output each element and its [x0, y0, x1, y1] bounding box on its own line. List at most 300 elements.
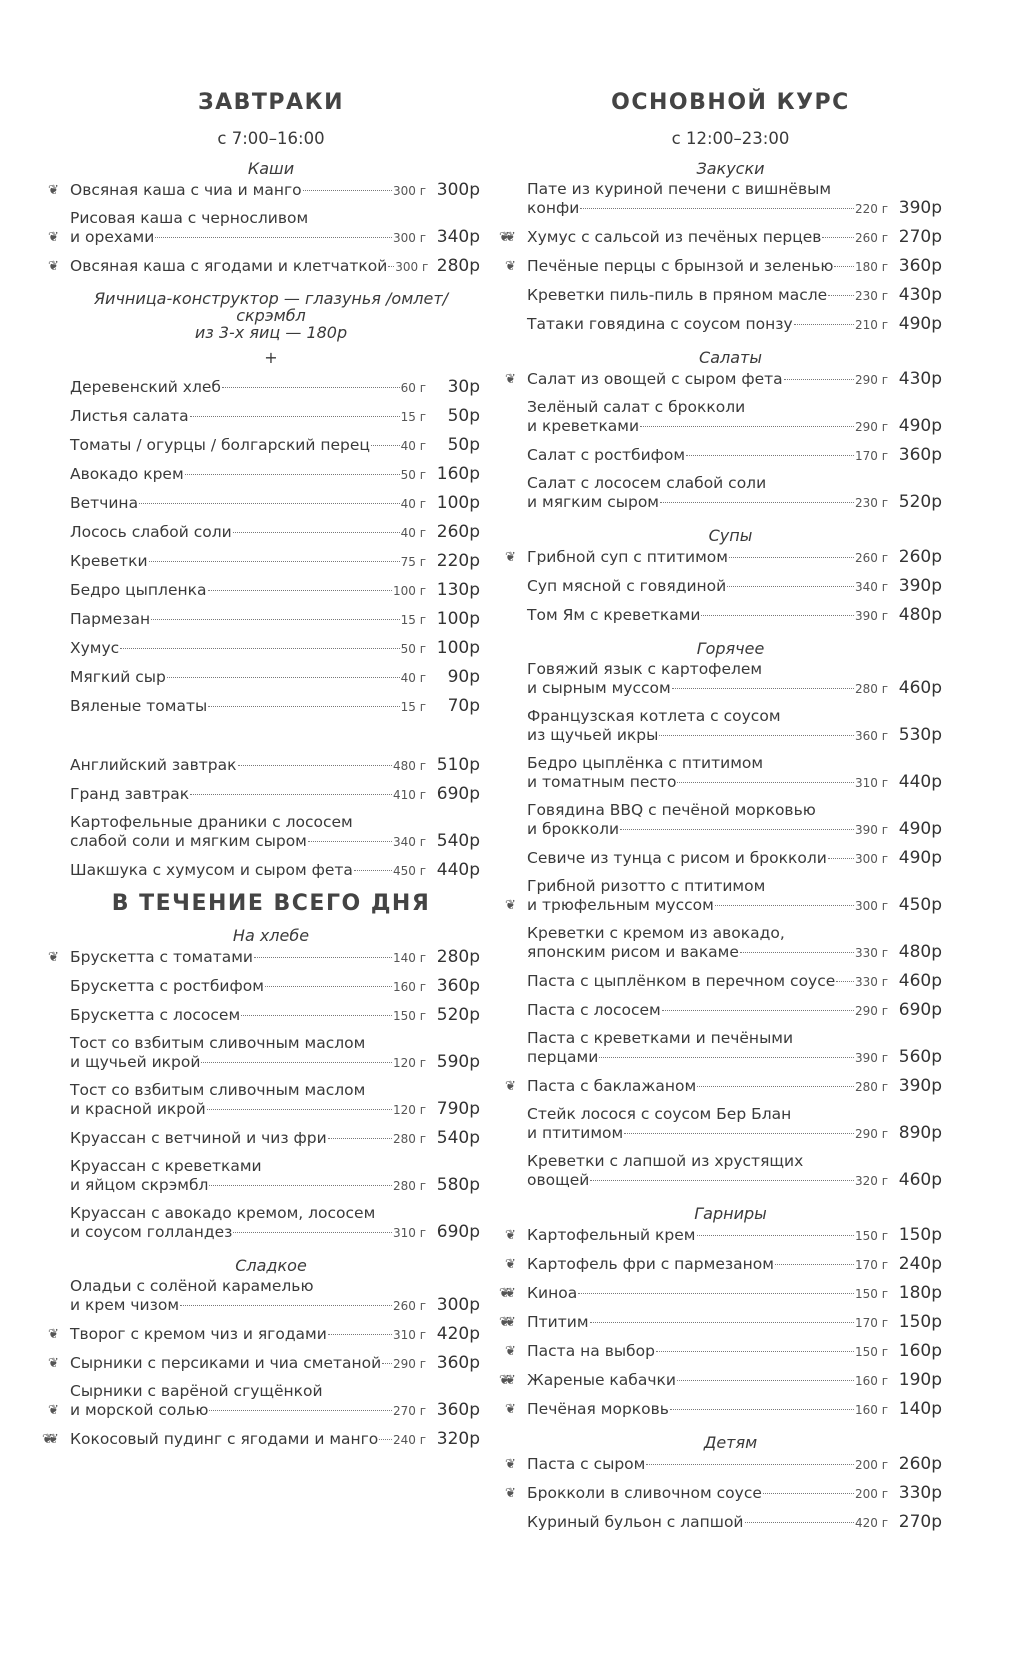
spacer	[48, 725, 480, 755]
dot-leader	[149, 561, 400, 562]
item-line	[527, 1076, 942, 1096]
group-subhead: Горячее	[696, 639, 765, 658]
item-line	[70, 377, 480, 397]
dot-leader	[745, 1522, 854, 1523]
dot-leader	[580, 208, 854, 209]
item-name: Паста с баклажаном	[527, 1077, 697, 1095]
menu-item	[505, 1225, 942, 1245]
item-name-line1: Оладьи с солёной карамелью	[70, 1277, 314, 1295]
dot-leader	[775, 1264, 854, 1265]
item-name: Салат из овощей с сыром фета	[527, 370, 783, 388]
dot-leader	[794, 324, 854, 325]
item-line	[527, 492, 942, 512]
item-price: 190р	[898, 1370, 942, 1390]
item-weight: 100 г	[392, 584, 426, 598]
dot-leader	[620, 829, 854, 830]
dot-leader	[371, 445, 400, 446]
item-weight: 15 г	[400, 700, 426, 714]
item-weight: 170 г	[854, 1316, 888, 1330]
item-name-line1: Тост со взбитым сливочным маслом	[70, 1081, 366, 1099]
menu-item	[48, 1382, 480, 1420]
item-price: 300р	[436, 180, 480, 200]
item-name: Печёные перцы с брынзой и зеленью	[527, 257, 834, 275]
item-line	[527, 547, 942, 567]
menu-item	[505, 576, 942, 596]
item-line	[527, 314, 942, 334]
item-line	[527, 1000, 942, 1020]
item-price: 390р	[898, 576, 942, 596]
bread-subhead: На хлебе	[232, 926, 310, 945]
item-price: 690р	[898, 1000, 942, 1020]
dot-leader	[660, 502, 854, 503]
menu-item	[505, 707, 942, 745]
item-name: овощей	[527, 1171, 590, 1189]
item-name-line1: Круассан с креветками	[70, 1157, 262, 1175]
leaf-icon: ❦	[48, 1403, 59, 1418]
item-price: 260р	[898, 547, 942, 567]
item-line	[527, 369, 942, 389]
item-name-line1: Бедро цыплёнка с птитимом	[527, 754, 764, 772]
item-weight: 290 г	[854, 373, 888, 387]
item-line	[527, 848, 942, 868]
breakfast-sets-list	[48, 755, 480, 880]
item-price: 220р	[436, 551, 480, 571]
menu-item	[505, 1399, 942, 1419]
group-subhead: Супы	[708, 526, 753, 545]
item-line	[70, 435, 480, 455]
menu-item	[48, 580, 480, 600]
menu-item	[48, 256, 480, 276]
item-price: 590р	[436, 1052, 480, 1072]
item-name: Киноа	[527, 1284, 578, 1302]
item-weight: 50 г	[400, 642, 426, 656]
item-price: 150р	[898, 1312, 942, 1332]
item-name-line1: Картофельные драники с лососем	[70, 813, 353, 831]
menu-item	[48, 638, 480, 658]
item-weight: 480 г	[392, 759, 426, 773]
menu-item	[505, 1454, 942, 1474]
menu-item	[42, 1429, 480, 1449]
item-weight: 120 г	[392, 1056, 426, 1070]
item-weight: 320 г	[854, 1174, 888, 1188]
item-line	[70, 638, 480, 658]
menu-item	[48, 1081, 480, 1119]
menu-item	[48, 464, 480, 484]
item-name: Паста на выбор	[527, 1342, 655, 1360]
item-name: Круассан с ветчиной и чиз фри	[70, 1129, 327, 1147]
item-price: 150р	[898, 1225, 942, 1245]
item-line	[70, 1295, 480, 1315]
item-price: 690р	[436, 784, 480, 804]
menu-item	[48, 784, 480, 804]
dot-leader	[656, 1351, 854, 1352]
menu-item	[505, 445, 942, 465]
item-price: 480р	[898, 942, 942, 962]
dot-leader	[740, 952, 854, 953]
item-line	[527, 445, 942, 465]
addons-list	[48, 377, 480, 716]
item-line	[527, 895, 942, 915]
item-name: Печёная морковь	[527, 1400, 669, 1418]
leaf-icon: ❦	[48, 1356, 59, 1371]
item-price: 160р	[898, 1341, 942, 1361]
item-price: 430р	[898, 285, 942, 305]
item-weight: 150 г	[854, 1287, 888, 1301]
item-price: 890р	[898, 1123, 942, 1143]
double-leaf-icon: ❦❦	[499, 1315, 511, 1330]
dot-leader	[139, 503, 400, 504]
dot-leader	[822, 237, 854, 238]
item-line	[527, 1312, 942, 1332]
item-weight: 140 г	[392, 951, 426, 965]
item-line	[527, 227, 942, 247]
item-price: 300р	[436, 1295, 480, 1315]
group-list	[505, 1454, 942, 1532]
menu-item	[505, 1512, 942, 1532]
item-name-line1: Круассан с авокадо кремом, лососем	[70, 1204, 376, 1222]
item-weight: 40 г	[400, 671, 426, 685]
item-name-line1: Стейк лосося с соусом Бер Блан	[527, 1105, 792, 1123]
item-weight: 450 г	[392, 864, 426, 878]
dot-leader	[686, 455, 854, 456]
item-weight: 260 г	[854, 551, 888, 565]
item-price: 540р	[436, 831, 480, 851]
leaf-icon: ❦	[505, 1257, 516, 1272]
item-name: Том Ям с креветками	[527, 606, 701, 624]
item-weight: 420 г	[854, 1516, 888, 1530]
item-name: Творог с кремом чиз и ягодами	[70, 1325, 327, 1343]
item-price: 330р	[898, 1483, 942, 1503]
item-weight: 240 г	[392, 1433, 426, 1447]
leaf-icon: ❦	[505, 1228, 516, 1243]
item-name: и яйцом скрэмбл	[70, 1176, 209, 1194]
dot-leader	[715, 905, 854, 906]
dot-leader	[190, 794, 392, 795]
item-weight: 310 г	[392, 1328, 426, 1342]
item-line	[70, 784, 480, 804]
item-price: 50р	[447, 435, 480, 455]
dot-leader	[354, 870, 392, 871]
menu-item	[48, 1277, 480, 1315]
item-name-line1: Креветки с кремом из авокадо,	[527, 924, 785, 942]
item-name: и брокколи	[527, 820, 620, 838]
item-price: 240р	[898, 1254, 942, 1274]
item-line	[527, 1399, 942, 1419]
item-price: 440р	[436, 860, 480, 880]
item-price: 580р	[436, 1175, 480, 1195]
item-name: Паста с цыплёнком в перечном соусе	[527, 972, 836, 990]
item-line	[527, 1483, 942, 1503]
dot-leader	[265, 986, 392, 987]
dot-leader	[670, 1409, 854, 1410]
menu-item	[505, 754, 942, 792]
menu-item	[48, 493, 480, 513]
item-price: 360р	[436, 976, 480, 996]
item-name: Лосось слабой соли	[70, 523, 232, 541]
item-price: 440р	[898, 772, 942, 792]
item-line	[70, 696, 480, 716]
item-price: 530р	[898, 725, 942, 745]
item-price: 360р	[898, 256, 942, 276]
item-line	[70, 493, 480, 513]
item-line	[70, 1324, 480, 1344]
item-weight: 220 г	[854, 202, 888, 216]
menu-item	[505, 660, 942, 698]
dot-leader	[590, 1322, 854, 1323]
item-name: и крем чизом	[70, 1296, 180, 1314]
item-price: 100р	[436, 638, 480, 658]
item-weight: 300 г	[854, 852, 888, 866]
item-weight: 180 г	[854, 260, 888, 274]
dot-leader	[624, 1133, 854, 1134]
menu-item	[505, 605, 942, 625]
item-weight: 280 г	[392, 1179, 426, 1193]
item-name: и томатным песто	[527, 773, 677, 791]
item-weight: 260 г	[392, 1299, 426, 1313]
item-weight: 150 г	[854, 1345, 888, 1359]
item-price: 140р	[898, 1399, 942, 1419]
menu-item	[505, 1029, 942, 1067]
menu-item	[505, 1254, 942, 1274]
item-name: Креветки	[70, 552, 148, 570]
group-list	[505, 660, 942, 1190]
item-price: 260р	[436, 522, 480, 542]
item-price: 100р	[436, 493, 480, 513]
item-price: 260р	[898, 1454, 942, 1474]
item-line	[527, 605, 942, 625]
item-price: 340р	[436, 227, 480, 247]
menu-item	[505, 547, 942, 567]
item-price: 390р	[898, 1076, 942, 1096]
menu-item	[505, 314, 942, 334]
item-price: 510р	[436, 755, 480, 775]
menu-item	[499, 1312, 942, 1332]
menu-item	[48, 1353, 480, 1373]
item-price: 490р	[898, 416, 942, 436]
item-price: 360р	[436, 1400, 480, 1420]
item-line	[70, 1175, 480, 1195]
menu-item	[505, 1152, 942, 1190]
leaf-icon: ❦	[505, 550, 516, 565]
dot-leader	[185, 474, 400, 475]
item-name: и мягким сыром	[527, 493, 659, 511]
item-weight: 210 г	[854, 318, 888, 332]
item-name-line1: Говяжий язык с картофелем	[527, 660, 763, 678]
item-line	[527, 576, 942, 596]
item-price: 430р	[898, 369, 942, 389]
item-line	[70, 1128, 480, 1148]
item-price: 460р	[898, 1170, 942, 1190]
item-line	[70, 227, 480, 247]
item-weight: 150 г	[854, 1229, 888, 1243]
item-line	[527, 971, 942, 991]
leaf-icon: ❦	[505, 372, 516, 387]
item-price: 480р	[898, 605, 942, 625]
item-weight: 330 г	[854, 946, 888, 960]
porridge-list	[48, 180, 480, 276]
group-subhead: Салаты	[699, 348, 762, 367]
group-subhead: Гарниры	[694, 1204, 767, 1223]
item-price: 360р	[436, 1353, 480, 1373]
item-name-line1: Креветки с лапшой из хрустящих	[527, 1152, 804, 1170]
menu-item	[499, 227, 942, 247]
item-name: Брускетта с ростбифом	[70, 977, 264, 995]
item-price: 690р	[436, 1222, 480, 1242]
item-weight: 160 г	[392, 980, 426, 994]
item-price: 360р	[898, 445, 942, 465]
group-list	[505, 369, 942, 512]
item-line	[527, 1254, 942, 1274]
item-price: 460р	[898, 971, 942, 991]
dot-leader	[701, 615, 853, 616]
dot-leader	[599, 1057, 854, 1058]
dot-leader	[303, 190, 392, 191]
item-line	[70, 464, 480, 484]
item-price: 490р	[898, 848, 942, 868]
dot-leader	[646, 1464, 854, 1465]
menu-item	[505, 924, 942, 962]
item-name: Ветчина	[70, 494, 139, 512]
group-list	[505, 547, 942, 625]
item-weight: 230 г	[854, 289, 888, 303]
item-weight: 340 г	[854, 580, 888, 594]
item-name: Бедро цыпленка	[70, 581, 207, 599]
sweet-list	[42, 1277, 480, 1449]
dot-leader	[209, 1185, 392, 1186]
item-price: 390р	[898, 198, 942, 218]
dot-leader	[254, 957, 392, 958]
dot-leader	[382, 1363, 392, 1364]
item-name: и красной икрой	[70, 1100, 206, 1118]
menu-item	[505, 256, 942, 276]
menu-item	[505, 369, 942, 389]
item-weight: 50 г	[400, 468, 426, 482]
menu-item	[48, 522, 480, 542]
dot-leader	[222, 387, 400, 388]
item-name: и креветками	[527, 417, 640, 435]
item-weight: 280 г	[854, 682, 888, 696]
item-line	[527, 198, 942, 218]
item-name: Салат с ростбифом	[527, 446, 686, 464]
menu-item	[505, 180, 942, 218]
item-line	[527, 256, 942, 276]
menu-item	[505, 801, 942, 839]
dot-leader	[590, 1180, 854, 1181]
item-price: 280р	[436, 256, 480, 276]
item-line	[527, 772, 942, 792]
item-line	[527, 1123, 942, 1143]
item-price: 70р	[447, 696, 480, 716]
leaf-icon: ❦	[505, 259, 516, 274]
item-price: 490р	[898, 314, 942, 334]
item-weight: 170 г	[854, 449, 888, 463]
menu-item	[505, 1105, 942, 1143]
item-line	[527, 725, 942, 745]
menu-item	[48, 551, 480, 571]
item-line	[70, 976, 480, 996]
menu-item	[505, 1076, 942, 1096]
menu-item	[505, 877, 942, 915]
item-name: Брускетта с лососем	[70, 1006, 241, 1024]
menu-item	[48, 1128, 480, 1148]
item-line	[70, 947, 480, 967]
menu-item	[48, 860, 480, 880]
menu-item	[505, 971, 942, 991]
item-weight: 410 г	[392, 788, 426, 802]
item-name: Вяленые томаты	[70, 697, 208, 715]
item-name: Сырники с персиками и чиа сметаной	[70, 1354, 382, 1372]
item-name: Мягкий сыр	[70, 668, 166, 686]
main-course-hours: с 12:00–23:00	[671, 129, 790, 148]
item-name: Деревенский хлеб	[70, 378, 221, 396]
item-line	[70, 1353, 480, 1373]
item-line	[70, 1005, 480, 1025]
item-weight: 300 г	[854, 899, 888, 913]
leaf-icon: ❦	[48, 1327, 59, 1342]
item-name: Хумус с сальсой из печёных перцев	[527, 228, 822, 246]
item-weight: 290 г	[854, 420, 888, 434]
item-line	[527, 1225, 942, 1245]
item-name: перцами	[527, 1048, 599, 1066]
dot-leader	[727, 586, 854, 587]
item-price: 460р	[898, 678, 942, 698]
double-leaf-icon: ❦❦	[499, 230, 511, 245]
dot-leader	[208, 706, 399, 707]
dot-leader	[233, 532, 400, 533]
group-subhead: Закуски	[696, 159, 765, 178]
item-weight: 280 г	[854, 1080, 888, 1094]
main-course-title: ОСНОВНОЙ КУРС	[611, 90, 850, 115]
leaf-icon: ❦	[505, 1079, 516, 1094]
dot-leader	[677, 1380, 854, 1381]
item-price: 520р	[898, 492, 942, 512]
item-price: 90р	[447, 667, 480, 687]
leaf-icon: ❦	[505, 1486, 516, 1501]
item-line	[70, 860, 480, 880]
dot-leader	[308, 841, 392, 842]
menu-item	[48, 813, 480, 851]
leaf-icon: ❦	[48, 259, 59, 274]
item-name: и морской солью	[70, 1401, 209, 1419]
item-line	[70, 1400, 480, 1420]
dot-leader	[208, 590, 392, 591]
item-name: Севиче из тунца с рисом и брокколи	[527, 849, 827, 867]
item-name: конфи	[527, 199, 580, 217]
item-price: 450р	[898, 895, 942, 915]
item-line	[70, 1099, 480, 1119]
menu-item	[505, 1483, 942, 1503]
group-list	[499, 180, 942, 334]
item-line	[70, 609, 480, 629]
menu-item	[48, 180, 480, 200]
item-line	[70, 667, 480, 687]
item-line	[527, 1454, 942, 1474]
dot-leader	[659, 735, 854, 736]
leaf-icon: ❦	[48, 230, 59, 245]
item-name: Кокосовый пудинг с ягодами и манго	[70, 1430, 379, 1448]
item-name: Жареные кабачки	[527, 1371, 676, 1389]
item-weight: 15 г	[400, 613, 426, 627]
item-name: японским рисом и вакаме	[527, 943, 739, 961]
dot-leader	[120, 648, 399, 649]
item-name: из щучьей икры	[527, 726, 659, 744]
dot-leader	[672, 688, 854, 689]
menu-item	[48, 696, 480, 716]
item-name: Паста с сыром	[527, 1455, 646, 1473]
menu-item	[48, 976, 480, 996]
menu-item	[48, 755, 480, 775]
item-line	[527, 678, 942, 698]
